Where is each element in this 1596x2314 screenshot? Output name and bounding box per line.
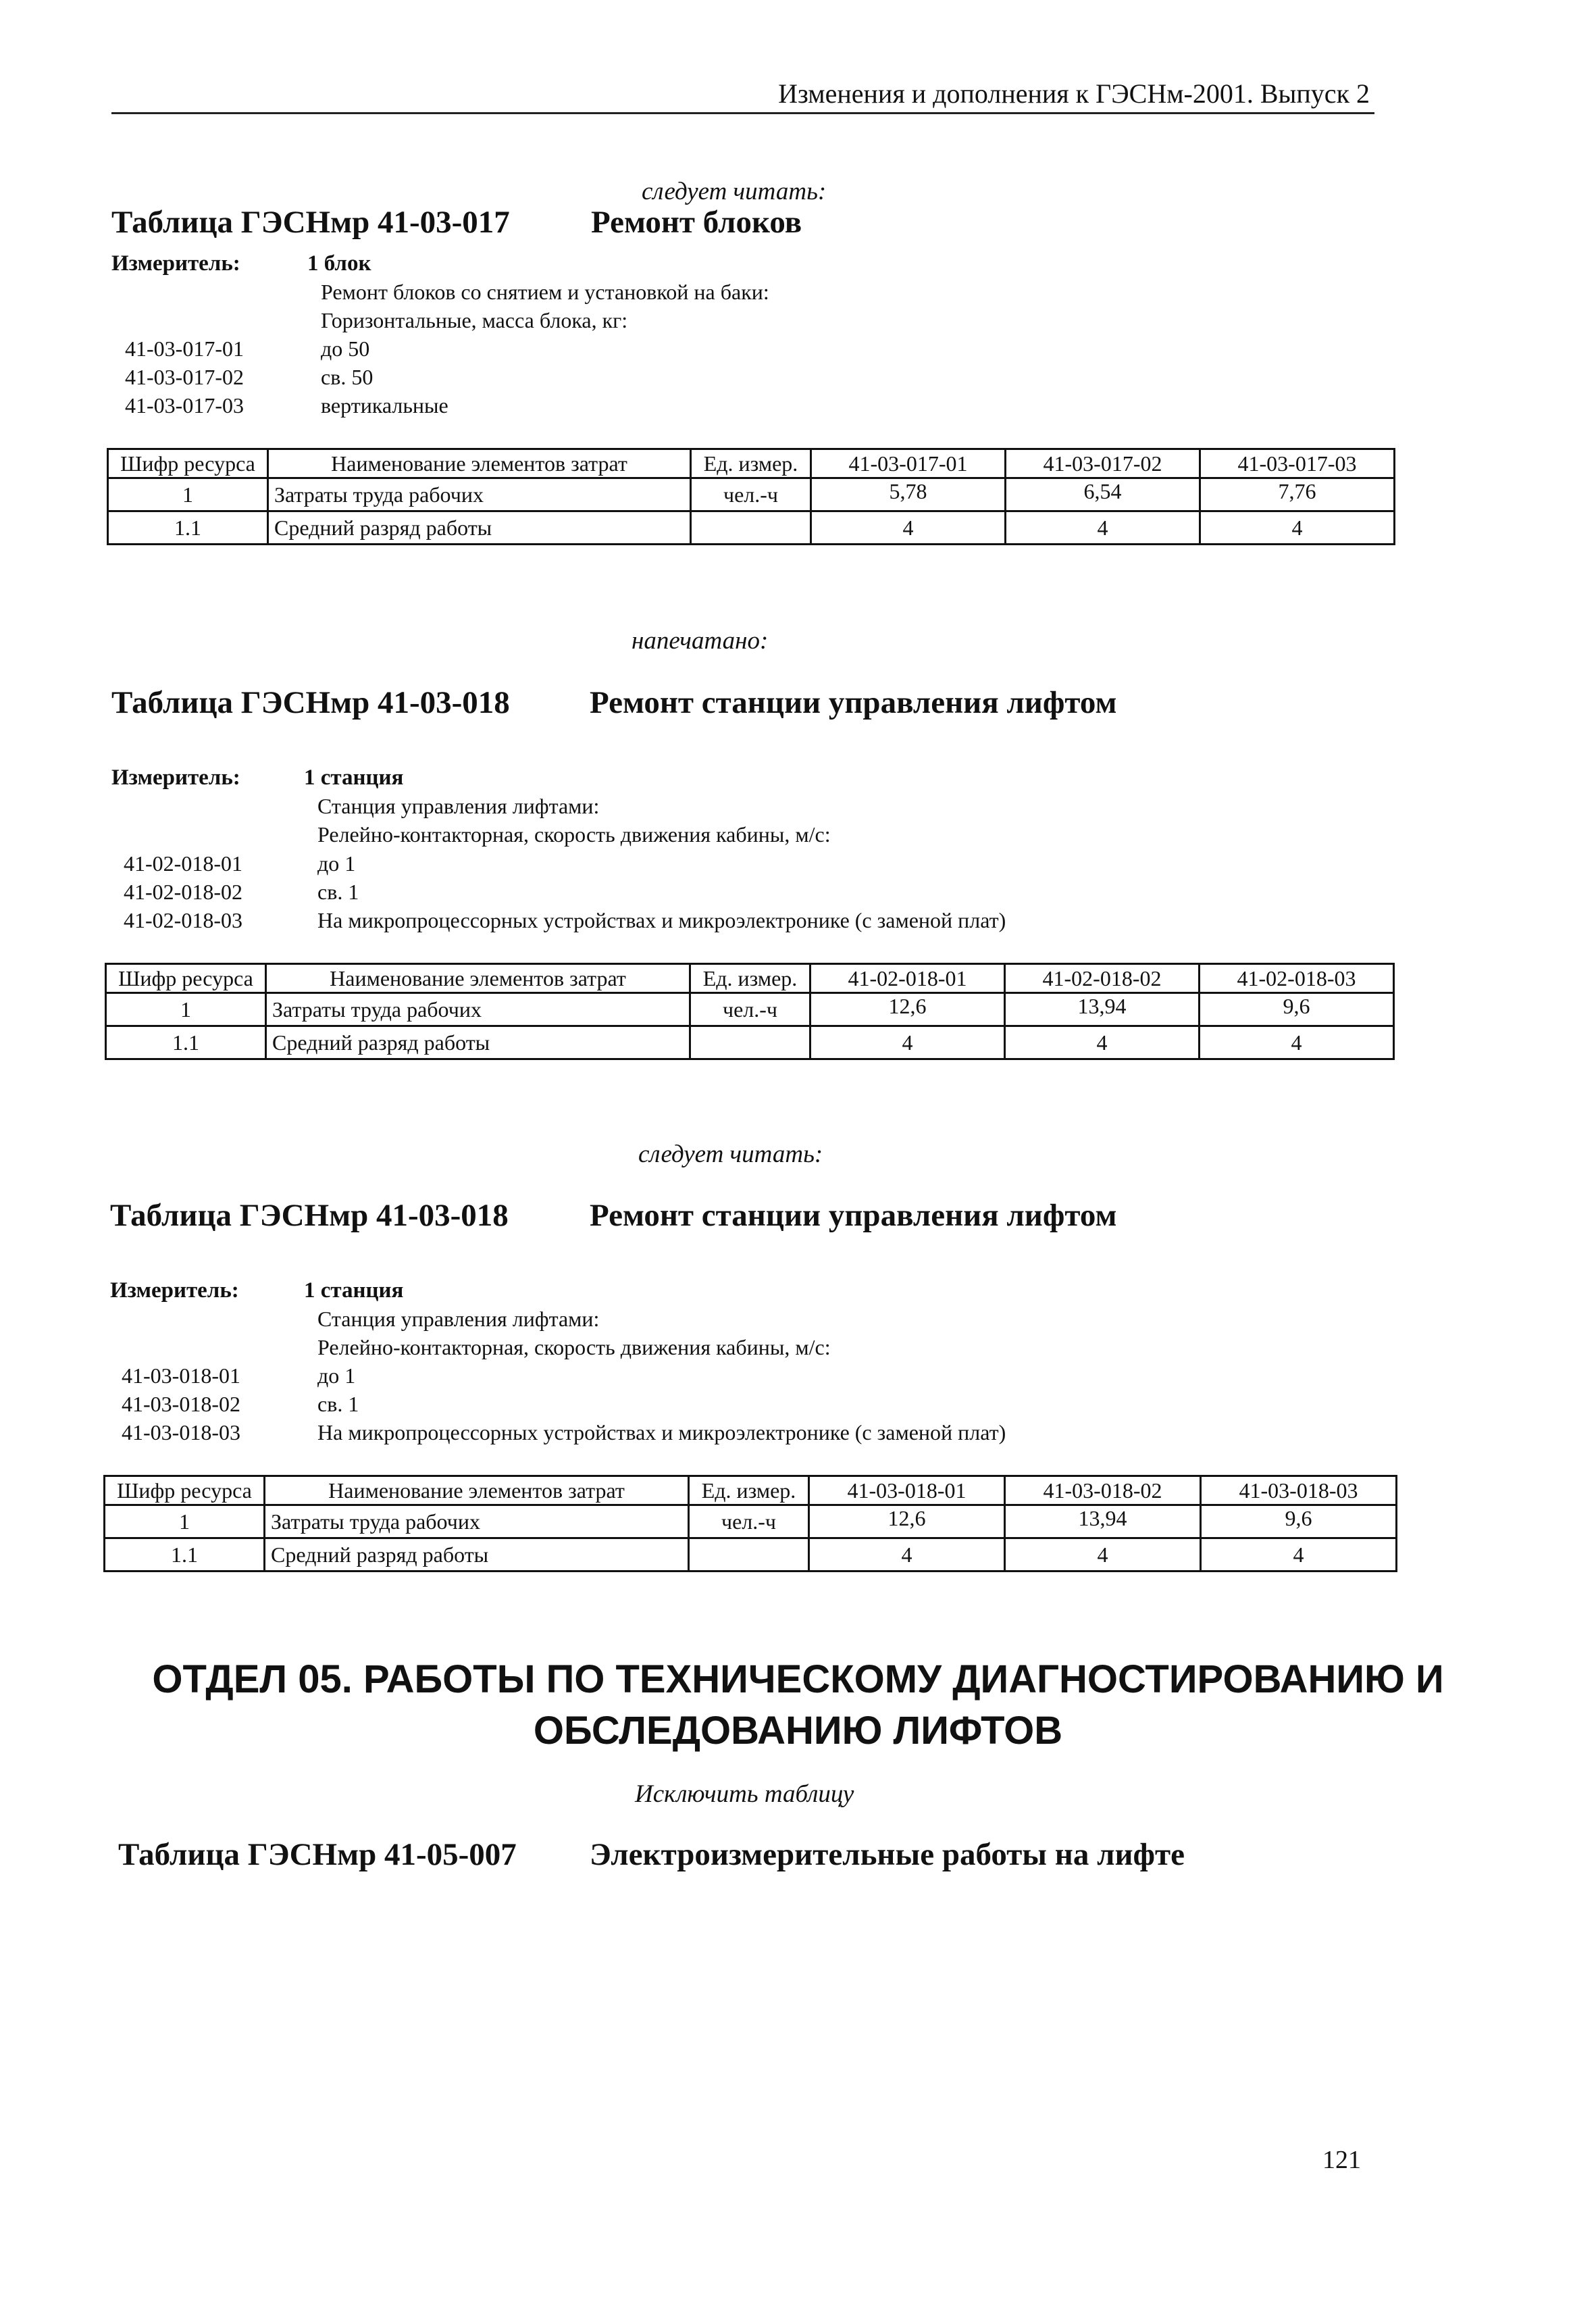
table-cell: Затраты труда рабочих xyxy=(265,1505,689,1538)
description-line: Станция управления лифтами: xyxy=(317,1307,600,1331)
table-title: Таблица ГЭСНмр 41-05-007 xyxy=(118,1837,517,1872)
column-header: 41-02-018-01 xyxy=(810,964,1005,993)
measurer-label: Измеритель: xyxy=(111,765,240,790)
table-cell: 13,94 xyxy=(1005,993,1200,1026)
table-cell: 1 xyxy=(108,478,268,511)
item-code: 41-03-017-02 xyxy=(125,365,244,389)
column-header: Наименование элементов затрат xyxy=(266,964,690,993)
item-code: 41-03-018-02 xyxy=(122,1392,240,1416)
description-line: Станция управления лифтами: xyxy=(317,794,600,818)
table-title: Таблица ГЭСНмр 41-03-018 xyxy=(110,1198,509,1233)
table-cell: Затраты труда рабочих xyxy=(268,478,691,511)
measurer-label: Измеритель: xyxy=(110,1278,239,1303)
block-note: напечатано: xyxy=(632,627,769,655)
section-heading-line: ОТДЕЛ 05. РАБОТЫ ПО ТЕХНИЧЕСКОМУ ДИАГНОСТИРОВАНИЮ И xyxy=(152,1657,1444,1701)
column-header: Ед. измер. xyxy=(691,449,811,478)
table-cell: 1 xyxy=(105,1505,265,1538)
description-line: Ремонт блоков со снятием и установкой на баки: xyxy=(321,280,769,304)
table-cell: 4 xyxy=(1005,1538,1201,1571)
item-text: св. 1 xyxy=(317,880,359,904)
table-name: Электроизмерительные работы на лифте xyxy=(590,1837,1185,1872)
table-cell: 9,6 xyxy=(1201,1505,1397,1538)
measurer-unit: 1 станция xyxy=(304,1278,404,1303)
table-row xyxy=(105,1538,1397,1571)
header-rule xyxy=(111,112,1374,114)
item-text: до 1 xyxy=(317,851,356,876)
table-cell: Средний разряд работы xyxy=(265,1538,689,1571)
column-header: Ед. измер. xyxy=(690,964,810,993)
table-row xyxy=(108,511,1395,545)
block-note: следует читать: xyxy=(638,1140,823,1168)
table-cell: 13,94 xyxy=(1005,1505,1201,1538)
measurer-unit: 1 станция xyxy=(304,765,404,790)
table-cell: 4 xyxy=(1200,1026,1394,1059)
table-cell: чел.-ч xyxy=(690,993,810,1026)
table-cell: 12,6 xyxy=(809,1505,1005,1538)
column-header: Шифр ресурса xyxy=(105,1476,265,1505)
table-header-row xyxy=(108,449,1395,478)
table-row xyxy=(108,478,1395,511)
table-cell: 1.1 xyxy=(106,1026,266,1059)
resource-table xyxy=(103,1475,1397,1572)
item-text: св. 1 xyxy=(317,1392,359,1416)
resource-table xyxy=(107,448,1395,545)
measurer-unit: 1 блок xyxy=(307,251,371,276)
section-heading-line: ОБСЛЕДОВАНИЮ ЛИФТОВ xyxy=(533,1709,1063,1753)
table-row xyxy=(105,1505,1397,1538)
column-header: Наименование элементов затрат xyxy=(268,449,691,478)
page-number: 121 xyxy=(1322,2146,1361,2174)
measurer-label: Измеритель: xyxy=(111,251,240,276)
column-header: 41-03-017-02 xyxy=(1006,449,1200,478)
item-code: 41-02-018-02 xyxy=(124,880,242,904)
column-header: 41-03-018-03 xyxy=(1201,1476,1397,1505)
table-cell xyxy=(691,511,811,545)
table-cell xyxy=(690,1026,810,1059)
description-line: Горизонтальные, масса блока, кг: xyxy=(321,308,628,332)
table-cell: 5,78 xyxy=(811,478,1006,511)
table-cell: 9,6 xyxy=(1200,993,1394,1026)
table-cell: 12,6 xyxy=(810,993,1005,1026)
column-header: 41-03-018-02 xyxy=(1005,1476,1201,1505)
item-code: 41-02-018-01 xyxy=(124,851,242,876)
item-text: до 50 xyxy=(321,336,370,361)
table-cell: 1.1 xyxy=(108,511,268,545)
item-code: 41-02-018-03 xyxy=(124,908,242,932)
section-note: Исключить таблицу xyxy=(635,1780,854,1808)
table-header-row xyxy=(105,1476,1397,1505)
table-title: Таблица ГЭСНмр 41-03-017 xyxy=(111,205,510,240)
item-text: до 1 xyxy=(317,1363,356,1388)
page-header: Изменения и дополнения к ГЭСНм-2001. Выпуск 2 xyxy=(778,78,1370,109)
item-text: На микропроцессорных устройствах и микроэлектронике (с заменой плат) xyxy=(317,908,1006,932)
column-header: Шифр ресурса xyxy=(108,449,268,478)
description-line: Релейно-контакторная, скорость движения кабины, м/с: xyxy=(317,822,831,847)
table-title: Таблица ГЭСНмр 41-03-018 xyxy=(111,685,510,720)
table-cell xyxy=(689,1538,809,1571)
table-row xyxy=(106,993,1394,1026)
table-header-row xyxy=(106,964,1394,993)
table-cell: 1.1 xyxy=(105,1538,265,1571)
column-header: Шифр ресурса xyxy=(106,964,266,993)
column-header: 41-03-018-01 xyxy=(809,1476,1005,1505)
section-heading xyxy=(0,1654,1596,1757)
table-name: Ремонт станции управления лифтом xyxy=(590,1198,1117,1233)
table-cell: 6,54 xyxy=(1006,478,1200,511)
column-header: 41-03-017-01 xyxy=(811,449,1006,478)
column-header: 41-03-017-03 xyxy=(1200,449,1395,478)
table-name: Ремонт станции управления лифтом xyxy=(590,685,1117,720)
table-cell: 4 xyxy=(810,1026,1005,1059)
table-cell: 1 xyxy=(106,993,266,1026)
item-code: 41-03-018-01 xyxy=(122,1363,240,1388)
table-cell: 4 xyxy=(1005,1026,1200,1059)
description-line: Релейно-контакторная, скорость движения кабины, м/с: xyxy=(317,1335,831,1359)
item-text: На микропроцессорных устройствах и микроэлектронике (с заменой плат) xyxy=(317,1420,1006,1444)
item-text: вертикальные xyxy=(321,393,448,418)
table-cell: 7,76 xyxy=(1200,478,1395,511)
resource-table xyxy=(105,963,1395,1060)
column-header: Наименование элементов затрат xyxy=(265,1476,689,1505)
column-header: Ед. измер. xyxy=(689,1476,809,1505)
table-cell: 4 xyxy=(809,1538,1005,1571)
item-code: 41-03-017-03 xyxy=(125,393,244,418)
table-name: Ремонт блоков xyxy=(591,205,802,240)
table-cell: 4 xyxy=(811,511,1006,545)
table-cell: чел.-ч xyxy=(689,1505,809,1538)
table-cell: Средний разряд работы xyxy=(268,511,691,545)
column-header: 41-02-018-02 xyxy=(1005,964,1200,993)
table-cell: Затраты труда рабочих xyxy=(266,993,690,1026)
table-cell: чел.-ч xyxy=(691,478,811,511)
item-code: 41-03-017-01 xyxy=(125,336,244,361)
table-cell: 4 xyxy=(1201,1538,1397,1571)
item-code: 41-03-018-03 xyxy=(122,1420,240,1444)
table-row xyxy=(106,1026,1394,1059)
item-text: св. 50 xyxy=(321,365,374,389)
table-cell: 4 xyxy=(1200,511,1395,545)
table-cell: Средний разряд работы xyxy=(266,1026,690,1059)
table-cell: 4 xyxy=(1006,511,1200,545)
block-note: следует читать: xyxy=(642,178,827,205)
column-header: 41-02-018-03 xyxy=(1200,964,1394,993)
